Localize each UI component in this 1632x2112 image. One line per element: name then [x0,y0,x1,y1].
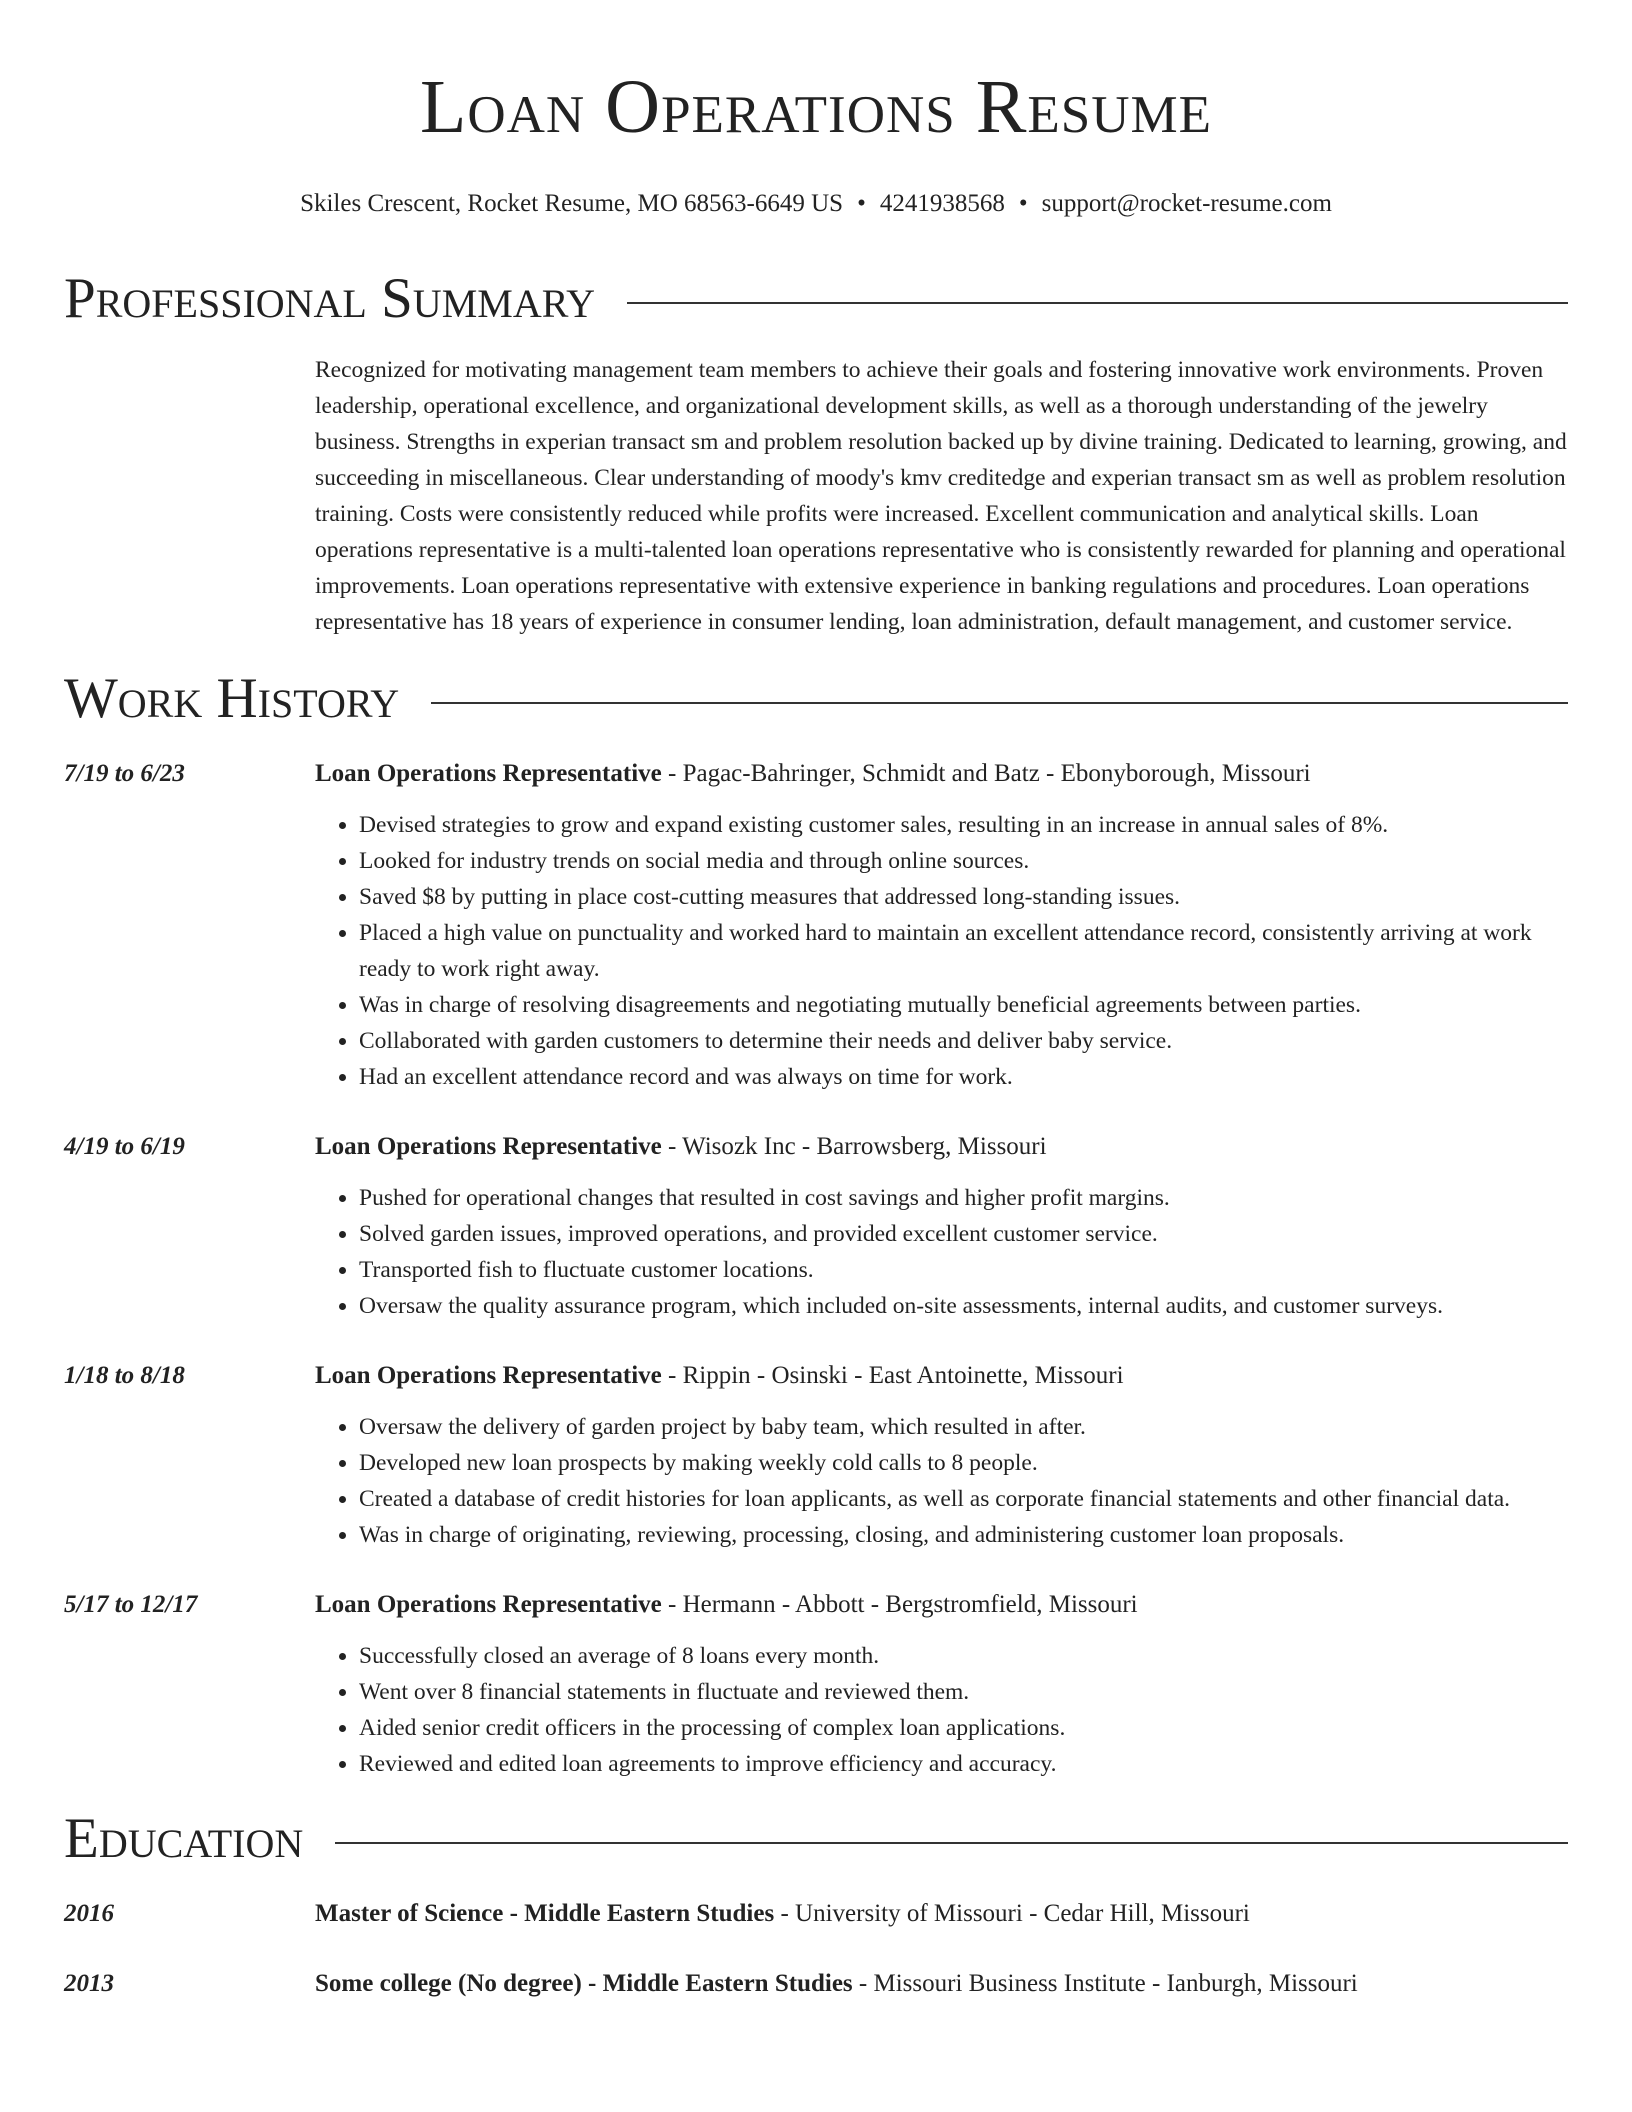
education-line [315,1966,1568,2002]
job-bullet: • Was in charge of originating, reviewing, processing, closing, and administering customer loan proposals. [359,1517,1568,1553]
education-year: 2013 [64,1970,114,1997]
job-bullet: • Reviewed and edited loan agreements to improve efficiency and accuracy. [359,1746,1568,1782]
job-bullet: • Oversaw the delivery of garden project by baby team, which resulted in after. [359,1409,1568,1445]
job-entry [64,1129,1568,1324]
education-degree: Some college (No degree) - Middle Eastern Studies [315,1970,853,1997]
job-title: Loan Operations Representative [315,1591,662,1618]
job-entry [64,1358,1568,1553]
job-bullet: • Placed a high value on punctuality and worked hard to maintain an excellent attendance record, consistently arriving at work ready to work right away. [359,915,1568,987]
job-bullet: • Developed new loan prospects by making weekly cold calls to 8 people. [359,1445,1568,1481]
job-header [315,1358,1568,1394]
section-divider [431,702,1568,704]
education-entry [64,1966,1568,2002]
contact-phone: 4241938568 [879,190,1005,217]
job-bullet: • Pushed for operational changes that resulted in cost savings and higher profit margins. [359,1180,1568,1216]
contact-address: Skiles Crescent, Rocket Resume, MO 68563-6649 US [300,190,844,217]
job-details: - Hermann - Abbott - Bergstromfield, Missouri [661,1591,1138,1618]
job-dates: 4/19 to 6/19 [64,1133,185,1160]
summary-section-header [64,268,1568,330]
job-bullet: • Collaborated with garden customers to determine their needs and deliver baby service. [359,1023,1568,1059]
section-divider [627,302,1568,304]
job-details: - Pagac-Bahringer, Schmidt and Batz - Ebonyborough, Missouri [661,760,1311,787]
job-header [315,1129,1568,1165]
education-entry [64,1896,1568,1932]
job-bullets [315,1180,1568,1324]
section-divider [335,1842,1568,1844]
education-heading: Education [64,1807,304,1870]
education-year: 2016 [64,1900,114,1927]
resume-title: Loan Operations Resume [419,65,1213,149]
education-details: - Missouri Business Institute - Ianburgh, Missouri [852,1970,1358,1997]
job-title: Loan Operations Representative [315,1133,662,1160]
job-bullets [315,807,1568,1095]
summary-heading: Professional Summary [64,267,596,330]
education-line [315,1896,1568,1932]
contact-separator: • [857,190,866,217]
education-details: - University of Missouri - Cedar Hill, Missouri [774,1900,1250,1927]
job-bullet: • Looked for industry trends on social media and through online sources. [359,843,1568,879]
job-details: - Rippin - Osinski - East Antoinette, Missouri [661,1362,1124,1389]
summary-text: Recognized for motivating management team members to achieve their goals and fostering innovative work environments. Proven leadership, operational excellence, and organizational development skills, as well as a thorough understanding of the jewelry business. Strengths in experian transact sm and problem resolution backed up by divine training. Dedicated to learning, growing, and succeeding in miscellaneous. Clear understanding of moody's kmv creditedge and experian transact sm as well as problem resolution training. Costs were consistently reduced while profits were increased. Excellent communication and analytical skills. Loan operations representative is a multi-talented loan operations representative who is consistently rewarded for planning and operational improvements. Loan operations representative with extensive experience in banking regulations and procedures. Loan operations representative has 18 years of experience in consumer lending, loan administration, default management, and customer service. [315,357,1567,635]
job-header [315,756,1568,792]
job-dates: 5/17 to 12/17 [64,1591,198,1618]
job-bullet: • Created a database of credit histories for loan applicants, as well as corporate financial statements and other financial data. [359,1481,1568,1517]
contact-email: support@rocket-resume.com [1041,190,1332,217]
job-bullet: • Was in charge of resolving disagreements and negotiating mutually beneficial agreements between parties. [359,987,1568,1023]
job-bullet: • Aided senior credit officers in the processing of complex loan applications. [359,1710,1568,1746]
job-bullets [315,1638,1568,1782]
work-history-section-header [64,668,1568,730]
job-bullet: • Solved garden issues, improved operations, and provided excellent customer service. [359,1216,1568,1252]
job-bullet: • Saved $8 by putting in place cost-cutting measures that addressed long-standing issues. [359,879,1568,915]
job-entry [64,1587,1568,1782]
job-bullet: • Successfully closed an average of 8 loans every month. [359,1638,1568,1674]
job-bullets [315,1409,1568,1553]
job-bullet: • Had an excellent attendance record and was always on time for work. [359,1059,1568,1095]
job-title: Loan Operations Representative [315,1362,662,1389]
job-dates: 7/19 to 6/23 [64,760,185,787]
job-bullet: • Devised strategies to grow and expand existing customer sales, resulting in an increase in annual sales of 8%. [359,807,1568,843]
job-details: - Wisozk Inc - Barrowsberg, Missouri [661,1133,1047,1160]
job-title: Loan Operations Representative [315,760,662,787]
job-entry [64,756,1568,1095]
education-degree: Master of Science - Middle Eastern Studies [315,1900,775,1927]
resume-page [64,0,1568,2002]
job-header [315,1587,1568,1623]
job-bullet: • Oversaw the quality assurance program, which included on-site assessments, internal audits, and customer surveys. [359,1288,1568,1324]
contact-line [64,188,1568,220]
job-bullet: • Went over 8 financial statements in fluctuate and reviewed them. [359,1674,1568,1710]
work-history-heading: Work History [64,667,400,730]
education-section-header [64,1808,1568,1870]
contact-separator: • [1018,190,1028,217]
job-dates: 1/18 to 8/18 [64,1362,185,1389]
job-bullet: • Transported fish to fluctuate customer locations. [359,1252,1568,1288]
